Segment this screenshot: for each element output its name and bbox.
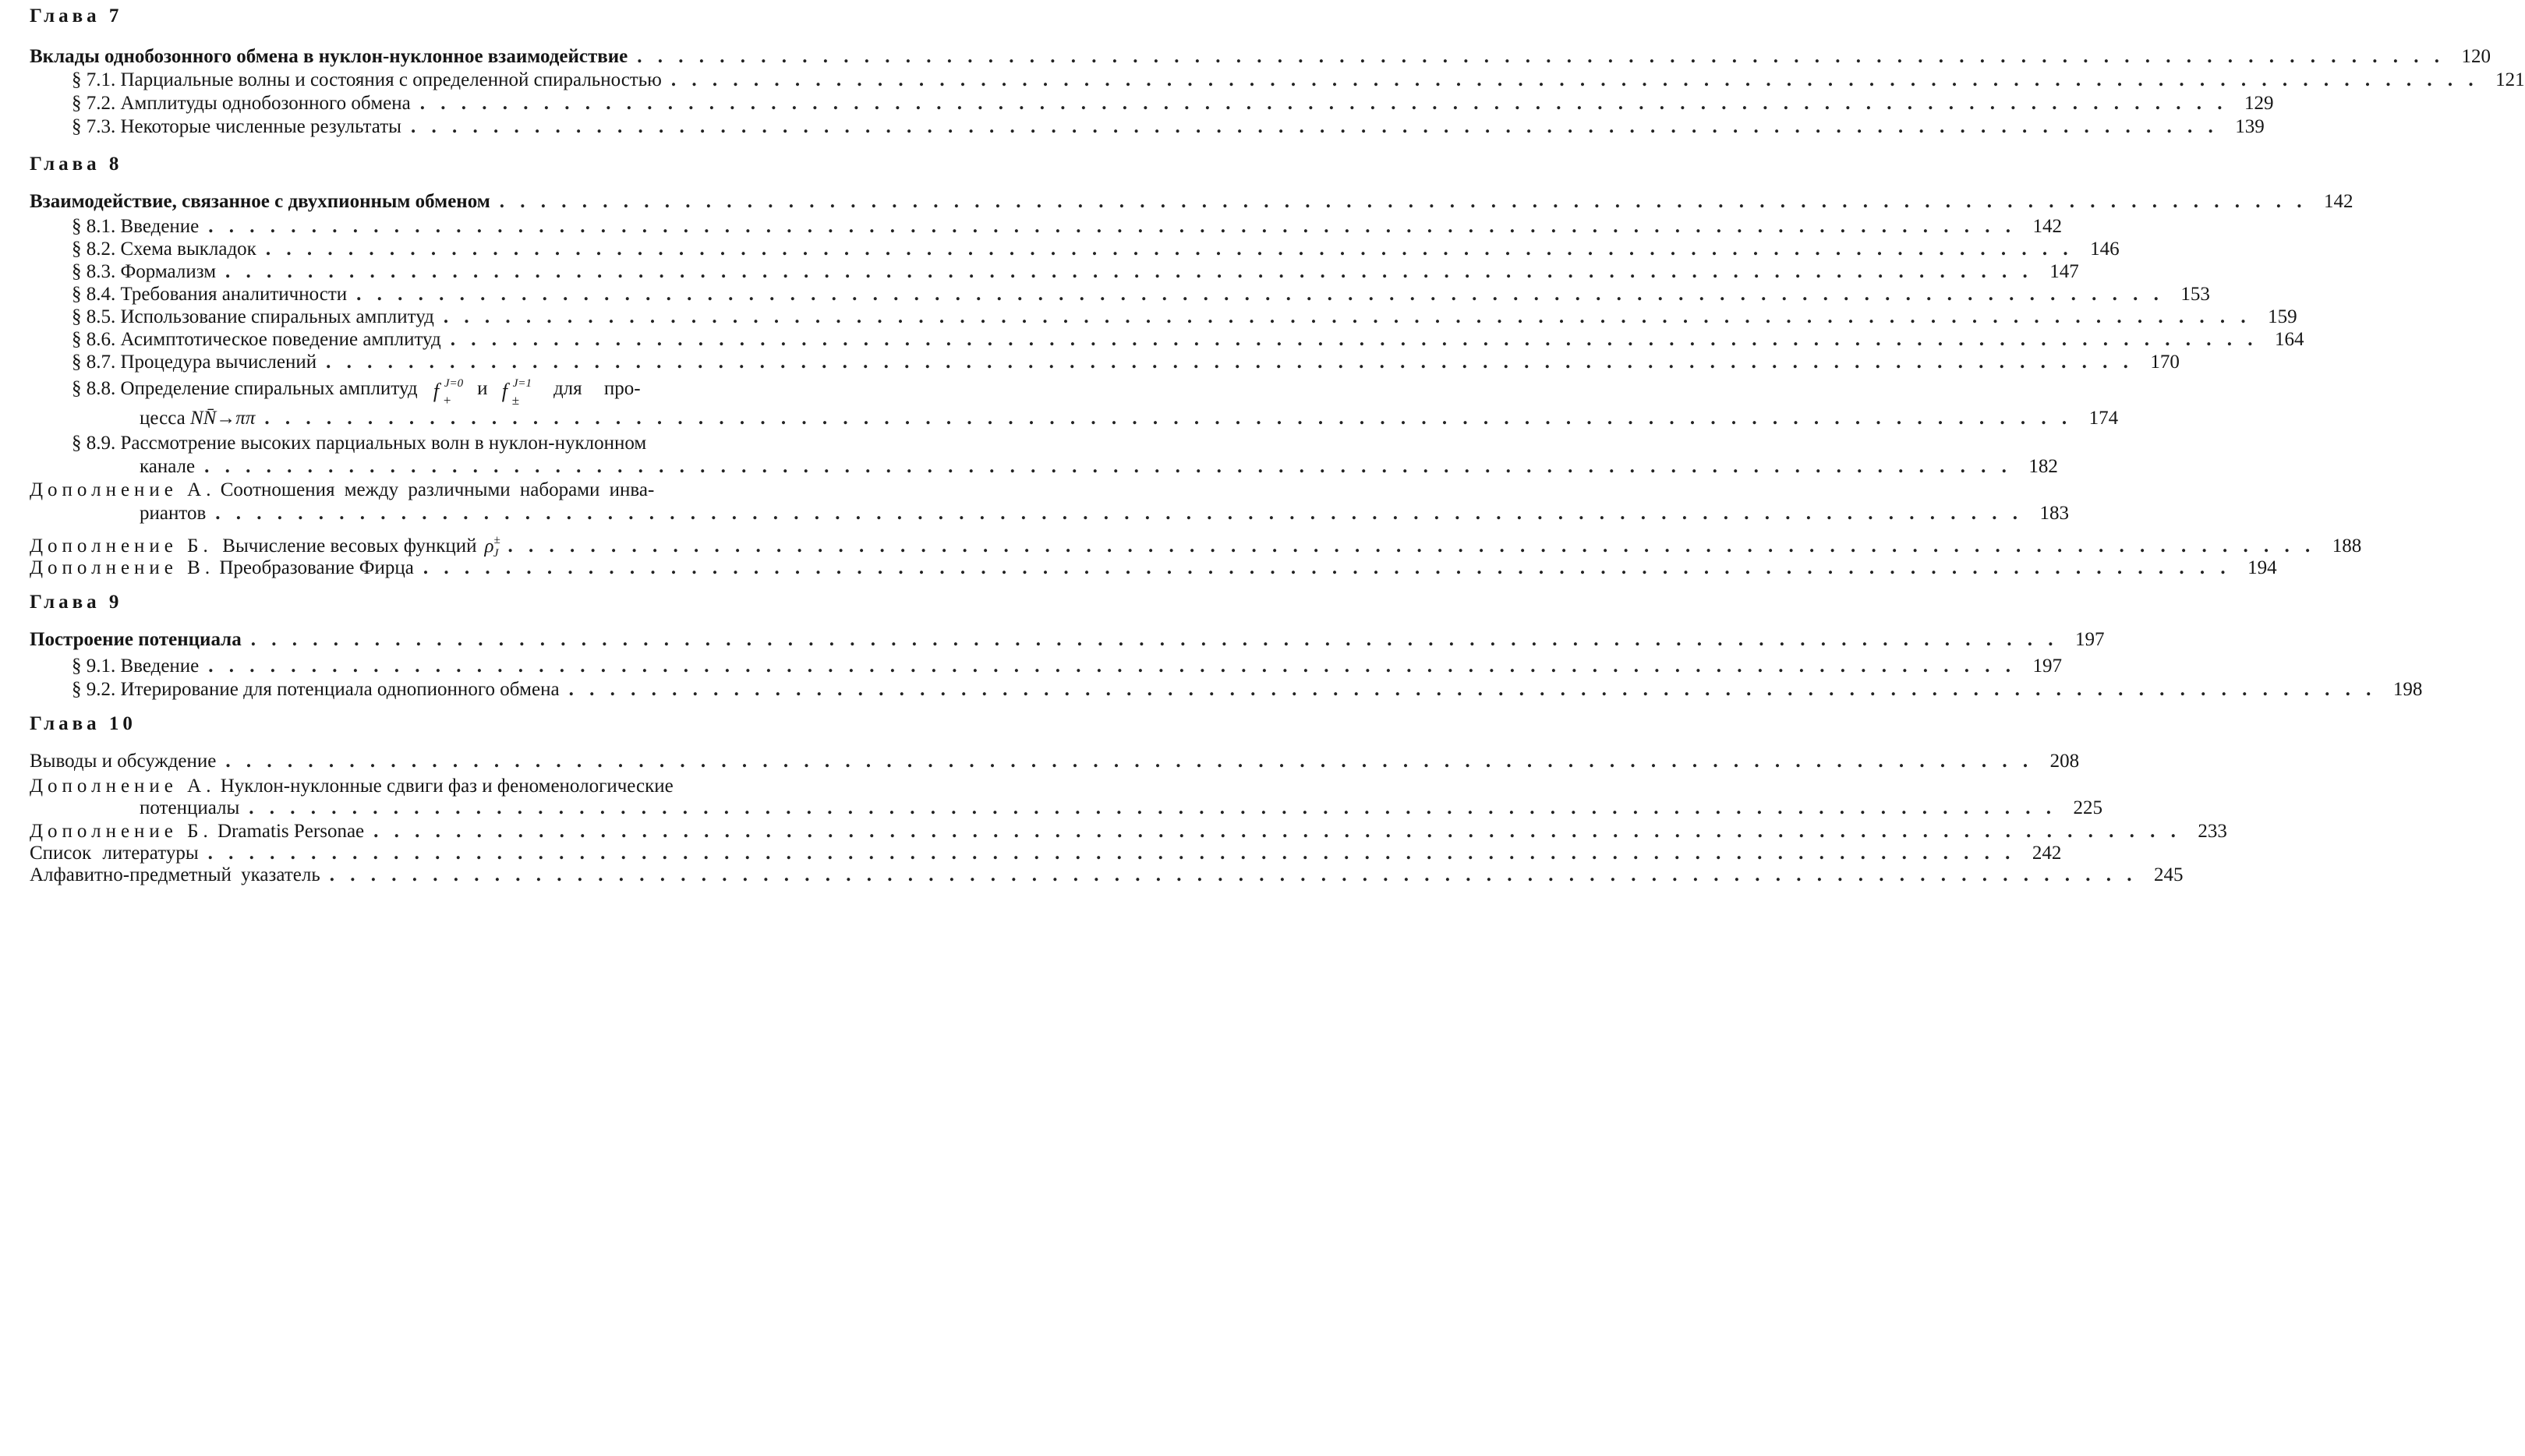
section-number: § 8.4. [72,284,116,305]
appendix-a-10-line1 [30,775,906,798]
appendix-title: Вычисление весовых функций [222,535,477,557]
section-number: § 8.6. [72,329,116,350]
appendix-a-line1 [30,479,906,502]
references-title: Список литературы [30,843,199,864]
section-title: Требования аналитичности [120,284,348,305]
dot-leader [373,820,2176,843]
chapter-8-title: Взаимодействие, связанное с двухпионным обменом [30,191,490,212]
index-row [30,864,2184,887]
dot-leader [637,45,2439,69]
appendix-title: Преобразование Фирца [219,557,414,578]
page-number: 174 [2088,408,2119,429]
f-j0-plus: f J=0 + [433,377,464,408]
page-number: 121 [2495,69,2525,90]
appendix-b-10-row [30,820,2227,843]
page-number: 197 [2074,629,2105,650]
section-number: § 9.2. [72,679,116,700]
page-number: 233 [2198,821,2227,842]
chapter-9-label: Глава 9 [30,592,123,613]
section-title: Процедура вычислений [120,352,317,373]
chapter-9-title-row [30,628,2105,652]
page-number: 164 [2274,329,2304,350]
dot-leader [500,190,2302,214]
toc-entry-8-9-line1 [72,432,859,455]
section-number: § 7.2. [72,93,116,114]
page-number: 142 [2324,191,2353,212]
dot-leader [420,92,2223,115]
toc-entry [30,328,2304,352]
page-number: 197 [2032,656,2063,677]
dot-leader [208,842,2010,865]
f-j1-pm: f J=1 ± [501,377,532,408]
section-title: Рассмотрение высоких парциальных волн в нуклон-нуклонном [120,433,647,454]
page-number: 142 [2032,216,2063,237]
toc-entry [30,69,2525,92]
appendix-title: Соотношения между различными наборами инва- [220,479,655,500]
chapter-8-label: Глава 8 [30,154,123,175]
section-title: Введение [120,656,200,677]
dot-leader [444,306,2246,329]
toc-entry [30,306,2297,329]
toc-entry [30,92,2274,115]
appendix-a-line2 [30,502,2070,525]
toc-entry-8-9-line2 [30,455,2058,479]
dot-leader [225,260,2028,284]
section-title-cont: для про- [553,378,641,399]
dot-leader [411,115,2213,139]
section-number: § 8.2. [72,239,116,260]
appendix-label: Дополнение Б. [30,535,213,557]
section-title: Схема выкладок [120,239,256,260]
page-number: 198 [2392,679,2423,700]
chapter-10-label: Глава 10 [30,713,136,734]
dot-leader [671,69,2474,92]
toc-entry [30,655,2063,678]
dot-leader [266,238,2068,261]
toc-entry [30,283,2210,306]
dot-leader [451,328,2253,352]
appendix-title: Dramatis Personae [217,821,365,842]
chapter-9-title: Построение потенциала [30,629,242,650]
toc-entry-8-8-line2 [30,407,2119,430]
section-title: Формализм [120,261,217,282]
dot-leader [204,455,2007,479]
page-number: 242 [2032,843,2062,864]
section-title: Итерирование для потенциала однопионного обмена [120,679,560,700]
section-title: Амплитуды однобозонного обмена [120,93,411,114]
dot-leader [507,535,2310,558]
section-title: Введение [120,216,200,237]
toc-entry-8-8-line1 [72,377,859,408]
dot-leader [249,797,2051,820]
section-number: § 8.9. [72,433,116,454]
page-number: 159 [2268,306,2297,327]
appendix-label: Дополнение А. [30,479,216,500]
section-number: § 8.5. [72,306,116,327]
page-number: 129 [2244,93,2274,114]
page-number: 188 [2332,535,2362,557]
rho-symbol: $\rho^\pm_J$ [484,534,500,560]
dot-leader [330,864,2132,887]
page-number: 153 [2180,284,2210,305]
appendix-a-10-line2 [30,797,2103,820]
page-number: 146 [2090,239,2120,260]
appendix-v-row [30,557,2277,580]
page-number: 225 [2073,797,2103,818]
chapter-8-title-row [30,190,2353,214]
appendix-title: Нуклон-нуклонные сдвиги фаз и феноменологические [220,776,674,797]
appendix-label: Дополнение В. [30,557,215,578]
section-title: Парциальные волны и состояния с определенной спиральностью [120,69,662,90]
dot-leader [225,750,2028,773]
and-word: и [477,378,488,399]
dot-leader [215,502,2018,525]
toc-entry [30,260,2079,284]
dot-leader [356,283,2159,306]
dot-leader [423,557,2226,580]
dot-leader [251,628,2053,652]
section-number: § 8.1. [72,216,116,237]
process-formula: NN̄→ππ [189,408,256,429]
section-title-cont: канале [140,456,196,477]
dot-leader [326,351,2128,374]
toc-entry [30,678,2423,701]
appendix-label: Дополнение А. [30,776,216,797]
section-title-cont: цесса [140,408,186,429]
page-number: 182 [2028,456,2058,477]
appendix-title-cont: потенциалы [140,797,240,818]
section-number: § 9.1. [72,656,116,677]
page-number: 194 [2247,557,2277,578]
toc-entry [30,215,2063,239]
chapter-7-title: Вклады однобозонного обмена в нуклон-нуклонное взаимодействие [30,46,628,67]
page-number: 170 [2150,352,2180,373]
section-number: § 8.3. [72,261,116,282]
appendix-title-cont: риантов [140,503,207,524]
section-title: Определение спиральных амплитуд [120,378,418,399]
chapter-7-title-row [30,45,2491,69]
page-number: 120 [2461,46,2491,67]
dot-leader [208,655,2010,678]
page-number: 139 [2235,116,2265,137]
page-number: 245 [2154,864,2184,885]
chapter-10-title-row [30,750,2080,773]
section-title: Использование спиральных амплитуд [120,306,434,327]
dot-leader [208,215,2010,239]
toc-entry [30,238,2120,261]
chapter-7-label: Глава 7 [30,5,123,27]
page-number: 183 [2039,503,2070,524]
toc-entry [30,351,2180,374]
section-number: § 8.8. [72,378,116,399]
references-row [30,842,2062,865]
page-number: 147 [2049,261,2079,282]
dot-leader [264,407,2067,430]
section-title: Асимптотическое поведение амплитуд [120,329,441,350]
index-title: Алфавитно-предметный указатель [30,864,320,885]
chapter-10-title: Выводы и обсуждение [30,751,217,772]
appendix-label: Дополнение Б. [30,821,213,842]
toc-entry [30,115,2265,139]
section-title: Некоторые численные результаты [120,116,401,137]
dot-leader [569,678,2371,701]
section-number: § 7.1. [72,69,116,90]
section-number: § 8.7. [72,352,116,373]
section-number: § 7.3. [72,116,116,137]
page-number: 208 [2049,751,2080,772]
